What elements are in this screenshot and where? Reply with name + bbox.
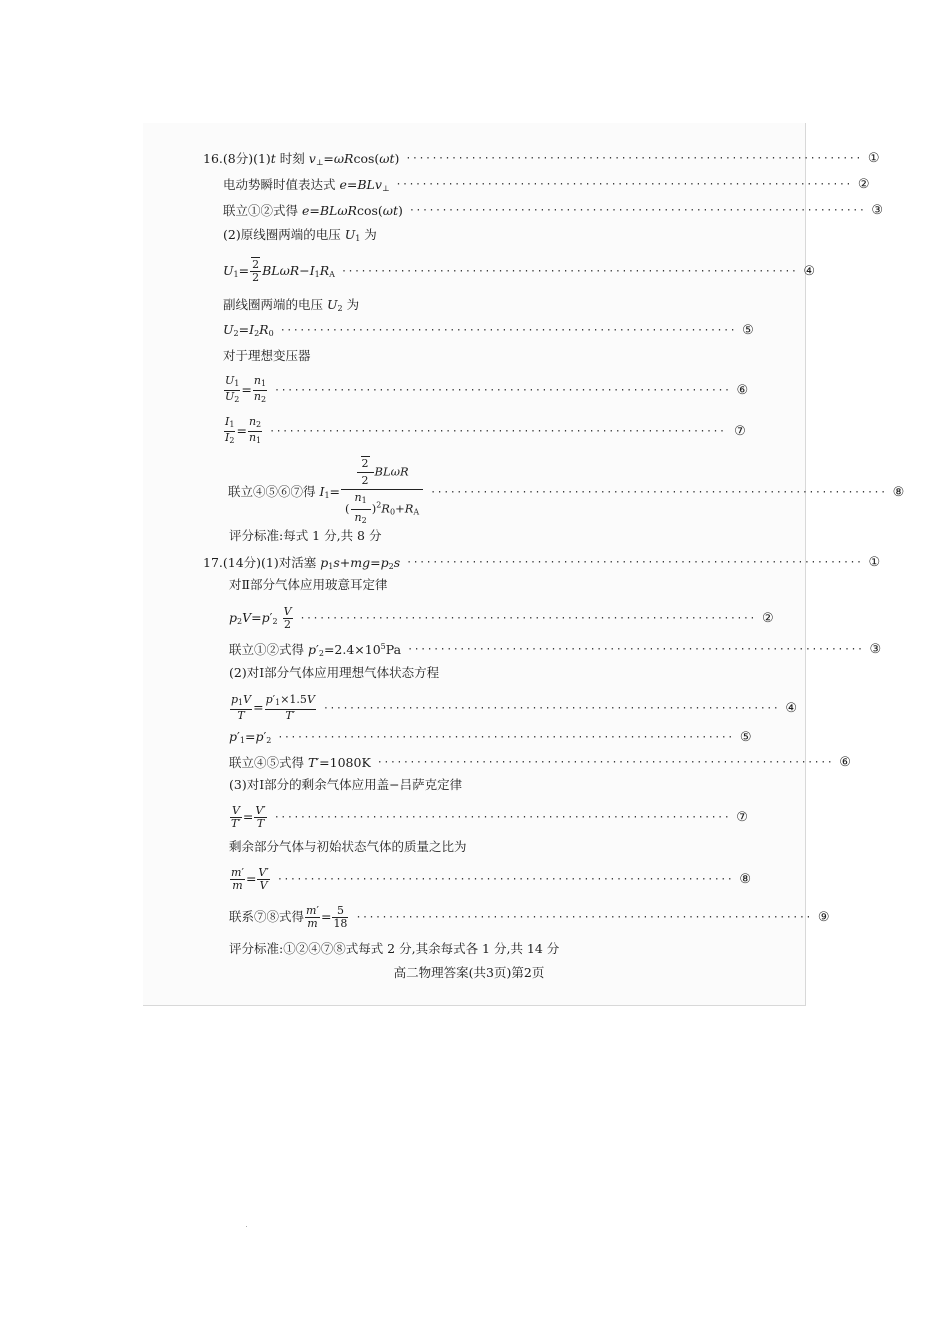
eq-mark-q17-5: ⑤ bbox=[739, 729, 752, 745]
q17-line-1-text: 17.(14分)(1)对活塞 $p_1s+mg=p_2s$ bbox=[203, 555, 401, 571]
q17-line-6-text: $\frac{p_1V}{T}$ = $\frac{p'_1\times 1.5V}{T'}$ bbox=[231, 693, 315, 722]
leader-dots: ······································································ bbox=[407, 643, 864, 655]
q17-score: 评分标准:①②④⑦⑧式每式 2 分,其余每式各 1 分,共 14 分 bbox=[229, 941, 560, 956]
q17-line-10-text: $\frac{V}{T'}$ = $\frac{V'}{T}$ bbox=[231, 804, 266, 830]
leader-dots: ······································································ bbox=[279, 324, 737, 336]
scanned-page bbox=[143, 123, 905, 1006]
eq-mark-6: ⑥ bbox=[736, 383, 749, 398]
eq-mark-8: ⑧ bbox=[892, 485, 905, 500]
q16-line-3-text: 联立①②式得 e=BLωRcos(ωt) bbox=[223, 203, 403, 218]
eq-mark-4: ④ bbox=[803, 264, 816, 279]
leader-dots: ······································································ bbox=[269, 426, 726, 437]
q17-line-4-text: 联立①②式得 $p'_2=2.4\times 10^5Pa$ bbox=[229, 642, 402, 658]
eq-mark-q17-4: ④ bbox=[785, 700, 797, 716]
q16-line-11-text: 联立④⑤⑥⑦得 $I_1=$ $\frac{2}{2}$ BLωR ( $\frac{n_1}{n_2}$ )$^2R_0+R_A$ bbox=[228, 458, 424, 527]
q17-line-4 bbox=[229, 640, 882, 658]
eq-mark-q17-1: ① bbox=[868, 554, 881, 570]
q16-line-8: 对于理想变压器 bbox=[223, 348, 311, 363]
scan-speck bbox=[246, 1226, 247, 1227]
q16-line-1 bbox=[203, 149, 880, 167]
q16-line-3 bbox=[223, 201, 883, 219]
q17-line-3-text: $p_2V=p'_2$ $\frac{V}{2}$ bbox=[229, 605, 292, 631]
q16-line-11 bbox=[228, 457, 905, 527]
q17-line-1 bbox=[203, 553, 881, 571]
leader-dots: ······································································ bbox=[405, 152, 862, 164]
leader-dots: ······································································ bbox=[277, 731, 734, 743]
q16-line-6: 副线圈两端的电压 $U_2$ 为 bbox=[223, 297, 360, 313]
q17-line-6 bbox=[229, 693, 797, 722]
q17-line-12-text: $\frac{m'}{m}$ = $\frac{V'}{V}$ bbox=[231, 866, 269, 892]
eq-mark-q17-2: ② bbox=[761, 611, 774, 626]
q17-line-12 bbox=[229, 866, 751, 892]
q17-line-11: 剩余部分气体与初始状态气体的质量之比为 bbox=[229, 839, 467, 854]
eq-mark-2: ② bbox=[857, 176, 870, 192]
leader-dots: ······································································ bbox=[376, 756, 834, 768]
q17-line-8-text: 联立④⑤式得 T′=1080K bbox=[229, 755, 371, 770]
leader-dots: ······································································ bbox=[340, 266, 798, 277]
leader-dots: ······································································ bbox=[299, 613, 756, 624]
q17-line-8 bbox=[229, 753, 851, 771]
q17-line-7 bbox=[229, 729, 752, 745]
q16-line-10 bbox=[223, 416, 747, 447]
q17-line-13 bbox=[229, 904, 830, 930]
q17-line-7-text: $p'_1=p'_2$ bbox=[229, 729, 272, 745]
leader-dots: ······································································ bbox=[355, 912, 812, 923]
q16-score: 评分标准:每式 1 分,共 8 分 bbox=[229, 528, 382, 543]
eq-mark-7: ⑦ bbox=[734, 424, 746, 439]
q17-line-13-text: 联系⑦⑧式得 $\frac{m'}{m}$ = $\frac{5}{18}$ bbox=[229, 904, 348, 930]
q16-line-9-text: $\frac{U_1}{U_2}$ = $\frac{n_1}{n_2}$ bbox=[225, 374, 267, 404]
eq-mark-q17-8: ⑧ bbox=[739, 872, 751, 887]
eq-mark-q17-7: ⑦ bbox=[736, 810, 748, 825]
leader-dots: ······································································ bbox=[430, 487, 887, 498]
q16-line-2-text: 电动势瞬时值表达式 e=BLv$_\perp$ bbox=[223, 177, 390, 193]
q17-line-5: (2)对Ⅰ部分气体应用理想气体状态方程 bbox=[229, 665, 440, 680]
q16-line-7-text: $U_2=I_2R_0$ bbox=[223, 322, 274, 338]
q16-line-9 bbox=[223, 375, 747, 406]
leader-dots: ······································································ bbox=[274, 385, 731, 396]
q16-line-5-text: $U_1=$ $\frac{2}{2}$ $BL\omega R-I_1R_A$ bbox=[223, 258, 335, 284]
q17-line-3 bbox=[229, 605, 774, 631]
eq-mark-1: ① bbox=[867, 150, 880, 166]
eq-mark-5: ⑤ bbox=[742, 322, 754, 338]
q16-line-5 bbox=[223, 258, 816, 284]
leader-dots: ······································································ bbox=[406, 556, 863, 568]
eq-mark-q17-6: ⑥ bbox=[839, 754, 851, 770]
page-footer: 高二物理答案(共3页)第2页 bbox=[393, 965, 545, 980]
leader-dots: ······································································ bbox=[276, 874, 734, 885]
q17-line-2: 对Ⅱ部分气体应用玻意耳定律 bbox=[229, 577, 388, 592]
leader-dots: ······································································ bbox=[273, 812, 731, 823]
leader-dots: ······································································ bbox=[322, 702, 780, 714]
q16-line-7 bbox=[223, 322, 754, 338]
q16-line-1-text: 16.(8分)(1)t 时刻 $v_\perp=\omega Rcos(\omega t)$ bbox=[203, 151, 400, 167]
q16-line-2 bbox=[223, 175, 870, 193]
q17-line-10 bbox=[229, 804, 748, 830]
eq-mark-q17-9: ⑨ bbox=[817, 910, 830, 925]
eq-mark-q17-3: ③ bbox=[869, 641, 882, 657]
q16-line-4: (2)原线圈两端的电压 $U_1$ 为 bbox=[223, 227, 377, 243]
q17-line-9: (3)对Ⅰ部分的剩余气体应用盖−吕萨克定律 bbox=[229, 777, 463, 792]
q16-line-10-text: $\frac{I_1}{I_2}$ = $\frac{n_2}{n_1}$ bbox=[225, 415, 262, 445]
leader-dots: ······································································ bbox=[408, 204, 866, 216]
leader-dots: ······································································ bbox=[395, 178, 852, 190]
eq-mark-3: ③ bbox=[871, 202, 883, 218]
